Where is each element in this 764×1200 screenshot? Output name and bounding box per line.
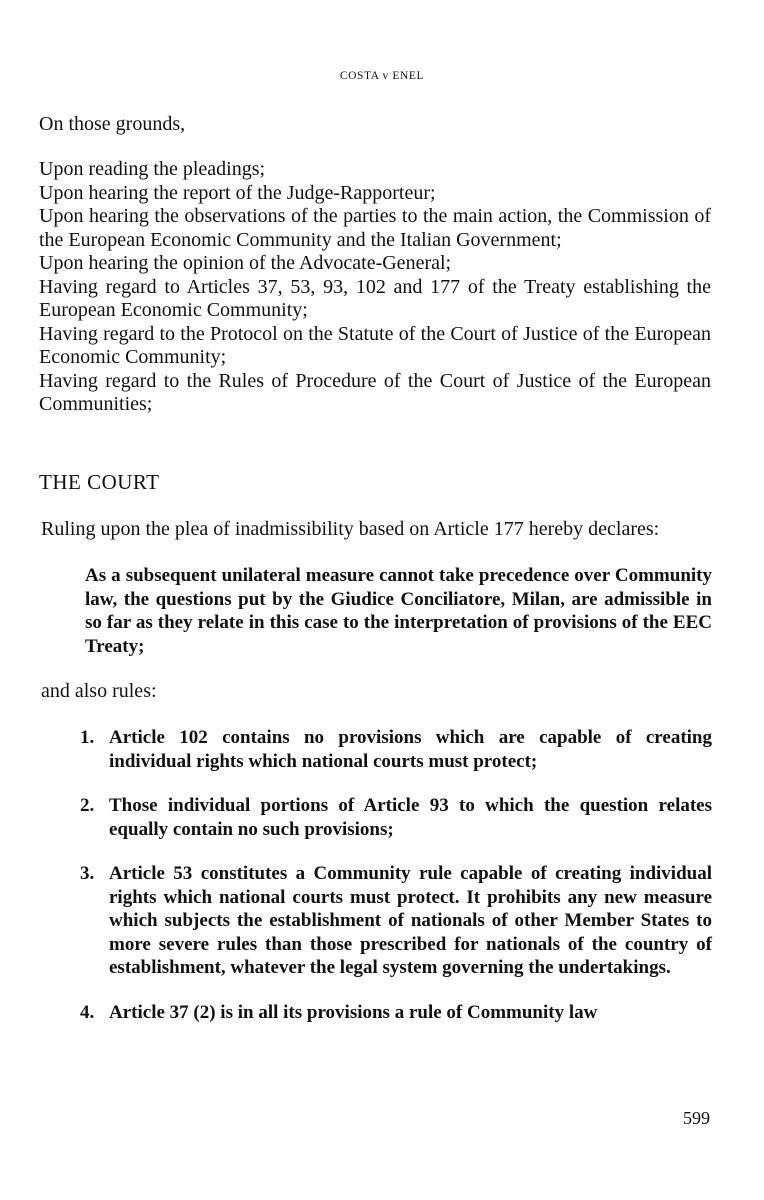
ruling-points <box>80 726 712 1024</box>
point-number: 4. <box>80 1001 95 1023</box>
recital: Having regard to the Protocol on the Statute of the Court of Justice of the European Economic Community; <box>39 322 711 368</box>
also-rules-line: and also rules: <box>41 680 157 702</box>
point-number: 2. <box>80 795 95 816</box>
ruling-intro: Ruling upon the plea of inadmissibility based on Article 177 hereby declares: <box>41 518 660 540</box>
ruling-point <box>80 794 712 841</box>
recital: Upon hearing the report of the Judge-Rapporteur; <box>39 181 436 204</box>
point-text: Article 53 constitutes a Community rule capable of creating individual rights which national courts must protect. It prohibits any new measure which subjects the establishment of nationals of other Member States to more severe rules than those prescribed for nationals of the country of establishment, whatever the legal system governing the undertakings. <box>109 863 712 978</box>
recital: Upon hearing the observations of the parties to the main action, the Commission of the European Economic Community and the Italian Government; <box>39 205 711 251</box>
intro-line: On those grounds, <box>39 113 186 135</box>
recital: Having regard to the Rules of Procedure of the Court of Justice of the European Communities; <box>39 369 711 415</box>
running-head: COSTA v ENEL <box>339 70 425 82</box>
recital: Upon reading the pleadings; <box>39 158 266 180</box>
page-number: 599 <box>683 1108 710 1128</box>
point-text: Those individual portions of Article 93 to which the question relates equally contain no such provisions; <box>109 795 712 840</box>
ruling-point <box>80 726 712 773</box>
recital: Upon hearing the opinion of the Advocate-General; <box>39 252 452 274</box>
recital: Having regard to Articles 37, 53, 93, 102 and 177 of the Treaty establishing the European Economic Community; <box>39 275 711 321</box>
ruling-text: As a subsequent unilateral measure cannot take precedence over Community law, the questions put by the Giudice Conciliatore, Milan, are admissible in so far as they relate in this case to the interpretation of provisions of the EEC Treaty; <box>85 565 712 657</box>
point-number: 1. <box>80 727 95 748</box>
court-heading: THE COURT <box>39 470 160 494</box>
point-text: Article 102 contains no provisions which are capable of creating individual rights which national courts must protect; <box>109 727 712 772</box>
point-text: Article 37 (2) is in all its provisions a rule of Community law <box>109 1001 598 1023</box>
ruling-point <box>80 1001 712 1025</box>
ruling-point <box>80 862 712 980</box>
recitals-block <box>39 158 711 417</box>
point-number: 3. <box>80 863 95 884</box>
